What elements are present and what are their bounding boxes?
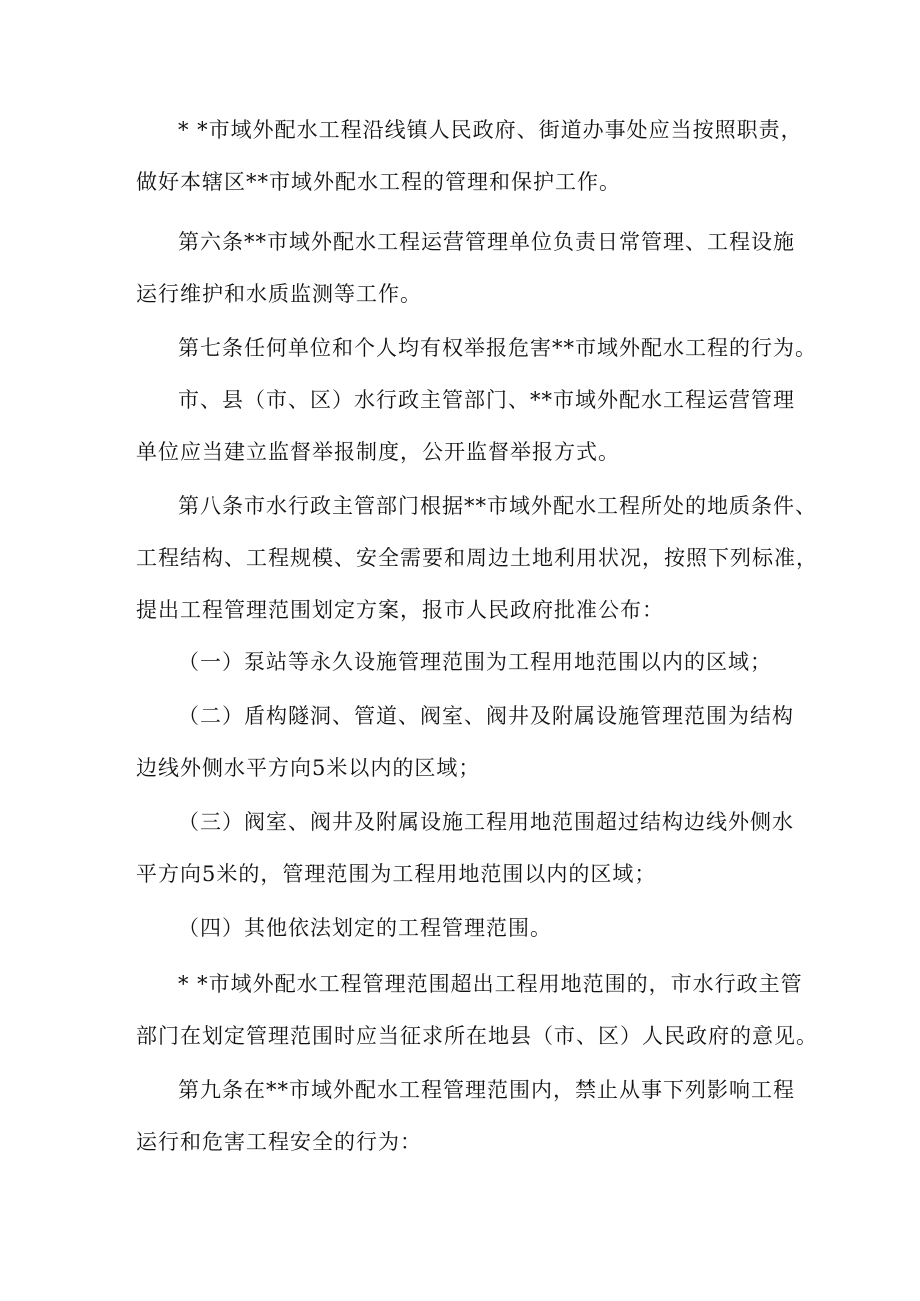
paragraph-line: 运行和危害工程安全的行为： [136, 1130, 422, 1154]
paragraph-line: （一）泵站等永久设施管理范围为工程用地范围以内的区域； [178, 650, 772, 674]
paragraph-7 [136, 690, 796, 794]
paragraph-11 [136, 1064, 796, 1168]
paragraph-5 [136, 480, 818, 636]
paragraph-1 [136, 104, 803, 208]
paragraph-8 [136, 796, 796, 900]
paragraph-line: 第八条市水行政主管部门根据**市域外配水工程所处的地质条件、 [178, 494, 817, 518]
paragraph-line: 第九条在**市域外配水工程管理范围内，禁止从事下列影响工程 [178, 1078, 795, 1102]
paragraph-line: 单位应当建立监督举报制度，公开监督举报方式。 [136, 440, 620, 464]
paragraph-line: 部门在划定管理范围时应当征求所在地县（市、区）人民政府的意见。 [136, 1024, 818, 1048]
paragraph-line: * *市域外配水工程管理范围超出工程用地范围的，市水行政主管 [178, 972, 803, 996]
paragraph-line: 做好本辖区**市域外配水工程的管理和保护工作。 [136, 170, 621, 194]
paragraph-3 [136, 322, 817, 374]
paragraph-4 [136, 374, 796, 478]
paragraph-2 [136, 216, 796, 320]
paragraph-line: 提出工程管理范围划定方案，报市人民政府批准公布： [136, 598, 664, 622]
paragraph-9 [136, 902, 796, 954]
paragraph-6 [136, 636, 796, 688]
paragraph-line: 运行维护和水质监测等工作。 [136, 282, 422, 306]
paragraph-line: 边线外侧水平方向5米以内的区域； [136, 756, 481, 780]
paragraph-line: （三）阀室、阀井及附属设施工程用地范围超过结构边线外侧水 [178, 810, 794, 834]
paragraph-line: 平方向5米的，管理范围为工程用地范围以内的区域； [136, 862, 657, 886]
paragraph-line: （四）其他依法划定的工程管理范围。 [178, 916, 552, 940]
paragraph-line: 第六条**市域外配水工程运营管理单位负责日常管理、工程设施 [178, 230, 795, 254]
paragraph-line: 市、县（市、区）水行政主管部门、**市域外配水工程运营管理 [178, 388, 795, 412]
paragraph-line: （二）盾构隧洞、管道、阀室、阀井及附属设施管理范围为结构 [178, 704, 794, 728]
paragraph-line: 工程结构、工程规模、安全需要和周边土地利用状况，按照下列标准， [136, 546, 818, 570]
paragraph-10 [136, 958, 818, 1062]
paragraph-line: * *市域外配水工程沿线镇人民政府、街道办事处应当按照职责， [178, 118, 803, 142]
paragraph-line: 第七条任何单位和个人均有权举报危害**市域外配水工程的行为。 [178, 336, 817, 360]
